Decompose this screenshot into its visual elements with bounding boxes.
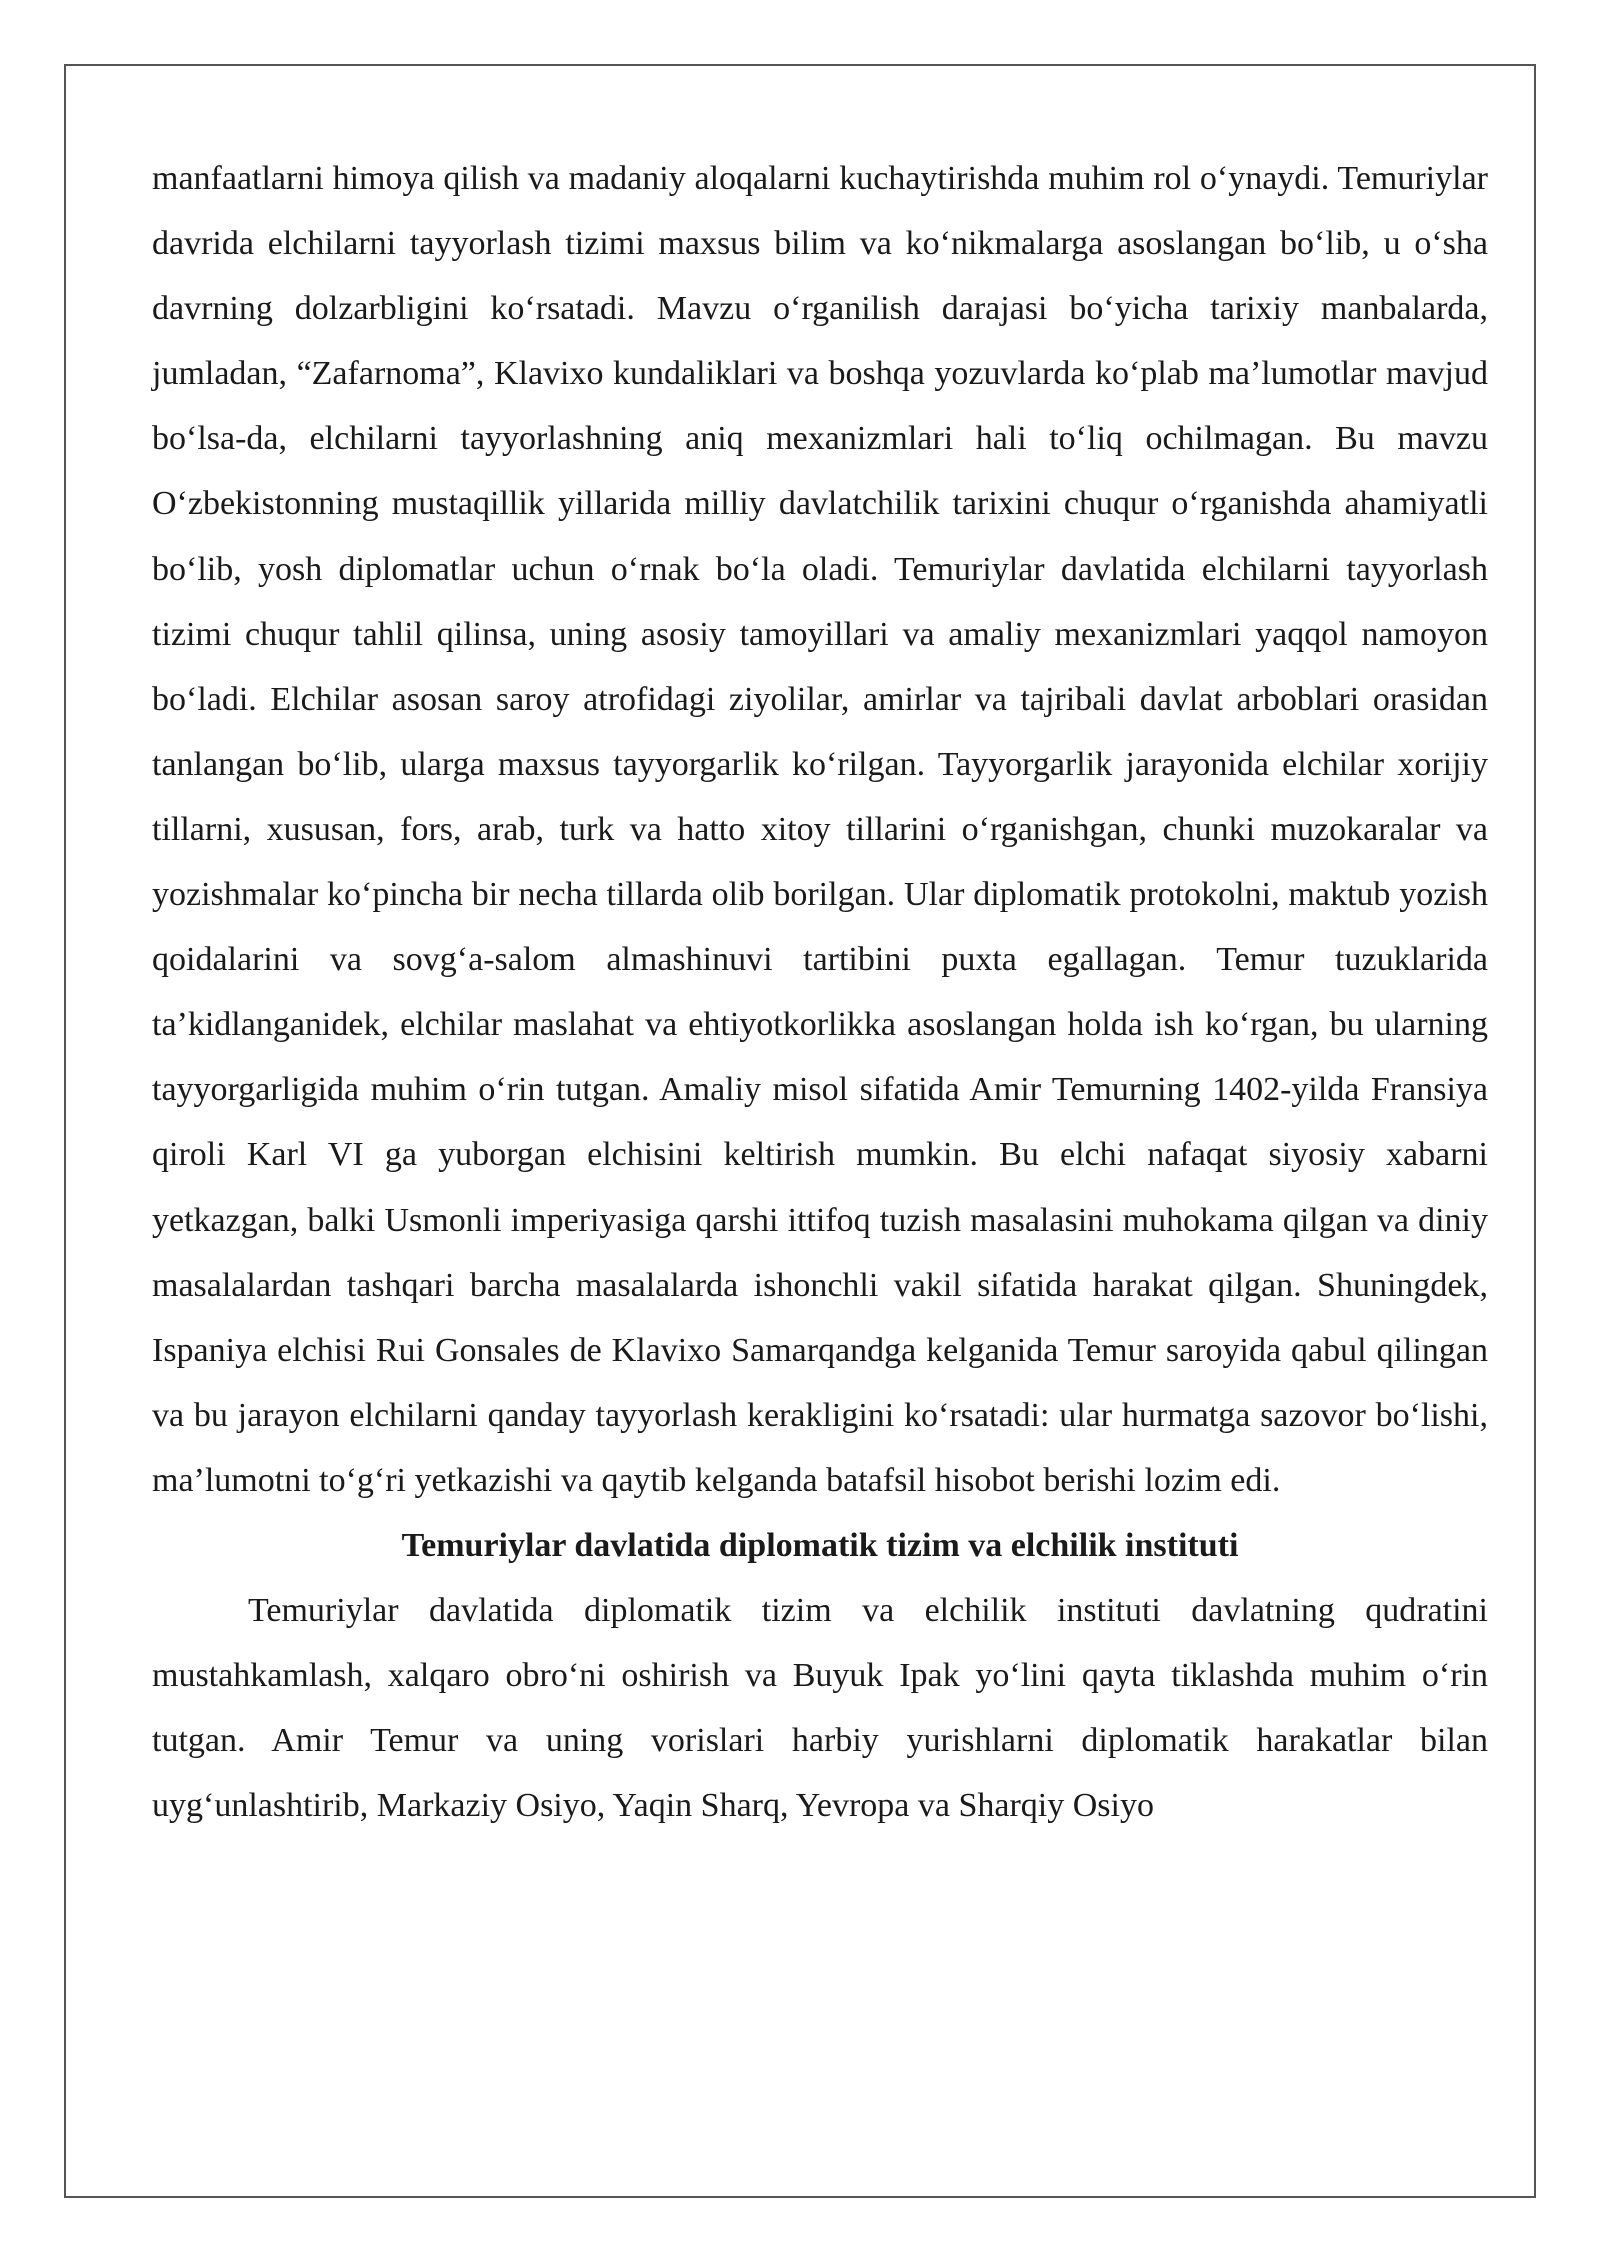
body-paragraph: manfaatlarni himoya qilish va madaniy aloqalarni kuchaytirishda muhim rol o‘ynaydi. Temuriylar davrida elchilarni tayyorlash tizimi maxsus bilim va ko‘nikmalarga asoslangan bo‘lib, u o‘sha davrning dolzarbligini ko‘rsatadi. Mavzu o‘rganilish darajasi bo‘yicha tarixiy manbalarda, jumladan, “Zafarnoma”, Klavixo kundaliklari va boshqa yozuvlarda ko‘plab ma’lumotlar mavjud bo‘lsa-da, elchilarni tayyorlashning aniq mexanizmlari hali to‘liq ochilmagan. Bu mavzu O‘zbekistonning mustaqillik yillarida milliy davlatchilik tarixini chuqur o‘rganishda ahamiyatli bo‘lib, yosh diplomatlar uchun o‘rnak bo‘la oladi. Temuriylar davlatida elchilarni tayyorlash tizimi chuqur tahlil qilinsa, uning asosiy tamoyillari va amaliy mexanizmlari yaqqol namoyon bo‘ladi. Elchilar asosan saroy atrofidagi ziyolilar, amirlar va tajribali davlat arboblari orasidan tanlangan bo‘lib, ularga maxsus tayyorgarlik ko‘rilgan. Tayyorgarlik jarayonida elchilar xorijiy tillarni, xususan, fors, arab, turk va hatto xitoy tillarini o‘rganishgan, chunki muzokaralar va yozishmalar ko‘pincha bir necha tillarda olib borilgan. Ular diplomatik protokolni, maktub yozish qoidalarini va sovg‘a-salom almashinuvi tartibini puxta egallagan. Temur tuzuklarida ta’kidlanganidek, elchilar maslahat va ehtiyotkorlikka asoslangan holda ish ko‘rgan, bu ularning tayyorgarligida muhim o‘rin tutgan. Amaliy misol sifatida Amir Temurning 1402-yilda Fransiya qiroli Karl VI ga yuborgan elchisini keltirish mumkin. Bu elchi nafaqat siyosiy xabarni yetkazgan, balki Usmonli imperiyasiga qarshi ittifoq tuzish masalasini muhokama qilgan va diniy masalalardan tashqari barcha masalalarda ishonchli vakil sifatida harakat qilgan. Shuningdek, Ispaniya elchisi Rui Gonsales de Klavixo Samarqandga kelganida Temur saroyida qabul qilingan va bu jarayon elchilarni qanday tayyorlash kerakligini ko‘rsatadi: ular hurmatga sazovor bo‘lishi, ma’lumotni to‘g‘ri yetkazishi va qaytib kelganda batafsil hisobot berishi lozim edi. — [152, 160, 1488, 1499]
document-body — [152, 146, 1488, 1838]
section-heading: Temuriylar davlatida diplomatik tizim va elchilik instituti — [401, 1526, 1239, 1564]
body-paragraph: Temuriylar davlatida diplomatik tizim va elchilik instituti davlatning qudratini mustahkamlash, xalqaro obro‘ni oshirish va Buyuk Ipak yo‘lini qayta tiklashda muhim o‘rin tutgan. Amir Temur va uning vorislari harbiy yurishlarni diplomatik harakatlar bilan uyg‘unlashtirib, Markaziy Osiyo, Yaqin Sharq, Yevropa va Sharqiy Osiyo — [152, 1592, 1488, 1825]
